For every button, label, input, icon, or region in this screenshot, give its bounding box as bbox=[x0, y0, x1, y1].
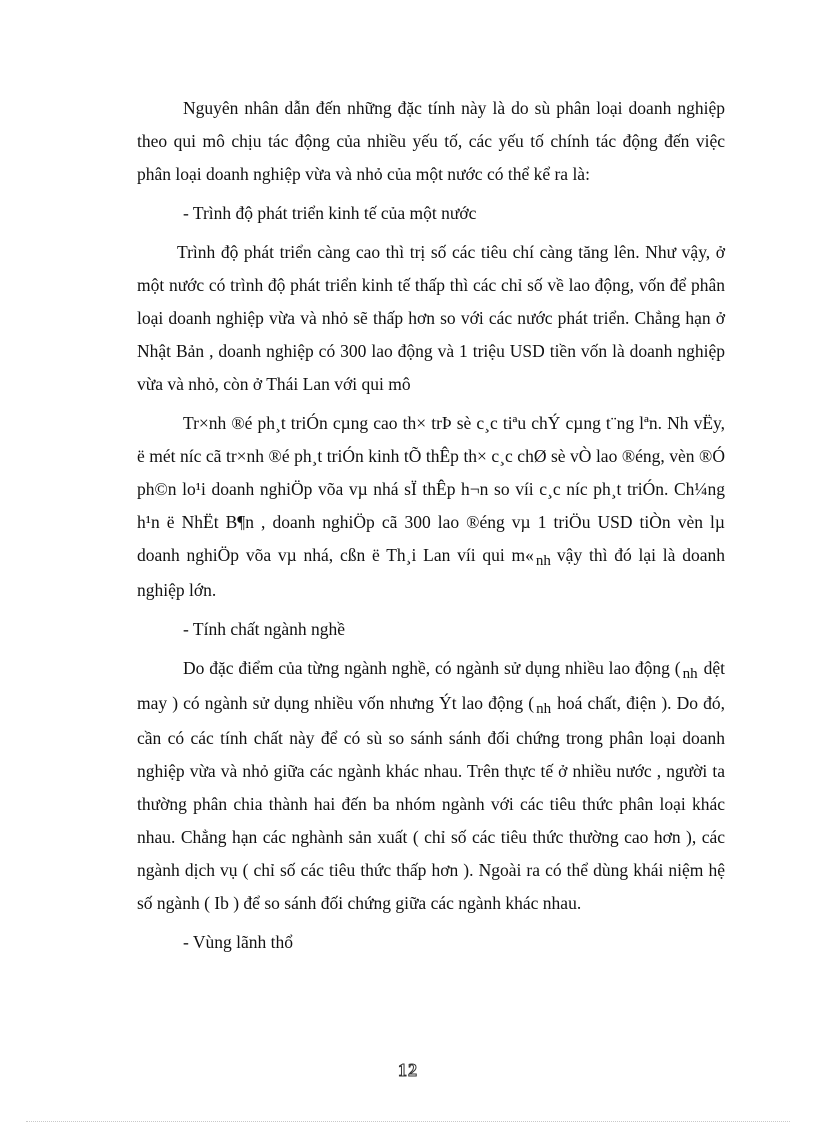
bullet-territory: - Vùng lãnh thổ bbox=[183, 932, 294, 952]
bullet-economic-development: - Trình độ phát triển kinh tế của một nước bbox=[183, 203, 477, 223]
text-fragment: nh bbox=[536, 701, 552, 717]
page-number: 12 bbox=[398, 1060, 418, 1080]
text-fragment: nh bbox=[535, 553, 551, 569]
paragraph-industry-part-c: hoá chất, điện ). Do đó, cần có các tính chất này để có sù so sánh sánh đối chứng trong phân loại doanh nghiệp vừa và nhỏ giữa các ngành khác nhau. Trên thực tế ở nhiều nước , người ta thường phân chia thành hai đến ba nhóm ngành với các tiêu thức phân loại khác nhau. Chẳng hạn các nghành sản xuất ( chỉ số các tiêu thức thường cao hơn ), các ngành dịch vụ ( chỉ số các tiêu thức thấp hơn ). Ngoài ra có thể dùng khái niệm hệ số ngành ( Ib ) để so sánh đối chứng giữa các ngành khác nhau. bbox=[137, 693, 725, 913]
paragraph-industry-part-a: Do đặc điểm của từng ngành nghề, có ngành sử dụng nhiều lao động ( bbox=[183, 658, 681, 678]
document-body bbox=[137, 92, 725, 959]
paragraph-development-level: Trình độ phát triển càng cao thì trị số các tiêu chí càng tăng lên. Như vậy, ở một nước có trình độ phát triển kinh tế thấp thì các chỉ số về lao động, vốn để phân loại doanh nghiệp vừa và nhỏ sẽ thấp hơn so với các nước phát triển. Chẳng hạn ở Nhật Bản , doanh nghiệp có 300 lao động và 1 triệu USD tiền vốn là doanh nghiệp vừa và nhỏ, còn ở Thái Lan với qui mô bbox=[137, 242, 725, 394]
paragraph-garbled-text: Tr×nh ®é ph¸t triÓn cµng cao th× trÞ sè c¸c tiªu chÝ cµng t¨ng lªn. Nh vËy, ë mét níc cã tr×nh ®é ph¸t triÓn kinh tÕ thÊp th× c¸c chØ sè vÒ lao ®éng, vèn ®Ó ph©n lo¹i doanh nghiÖp võa vµ nhá sÏ thÊp h¬n so víi c¸c níc ph¸t triÓn. Ch¼ng h¹n ë NhËt B¶n , doanh nghiÖp cã 300 lao ®éng vµ 1 triÖu USD tiÒn vèn lµ doanh nghiÖp võa vµ nhá, cßn ë Th¸i Lan víi qui m« bbox=[137, 413, 725, 565]
paragraph-industry-part-b: dệt may ) có ngành sử dụng nhiều vốn nhưng Ýt lao động ( bbox=[137, 658, 725, 713]
text-fragment: nh bbox=[682, 666, 698, 682]
paragraph-garbled-encoding bbox=[137, 407, 725, 607]
paragraph-industry bbox=[137, 652, 725, 920]
bullet-industry-nature: - Tính chất ngành nghề bbox=[183, 619, 345, 639]
paragraph-garbled-tail: vậy thì đó lại là doanh nghiệp lớn. bbox=[137, 545, 725, 600]
page-bottom-divider bbox=[26, 1121, 790, 1122]
paragraph-intro: Nguyên nhân dẫn đến những đặc tính này là do sù phân loại doanh nghiệp theo qui mô chịu tác động của nhiều yếu tố, các yếu tố chính tác động đến việc phân loại doanh nghiệp vừa và nhỏ của một nước có thể kể ra là: bbox=[137, 98, 725, 184]
